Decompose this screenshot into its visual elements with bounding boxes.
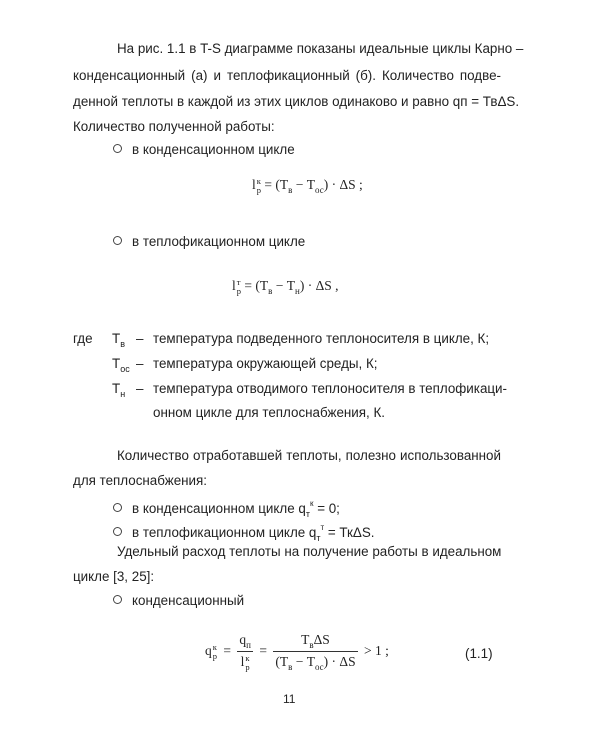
legend-text: температура отводимого теплоносителя в теплофикаци- — [153, 381, 507, 396]
equation-specific-heat-rate: q к р = $q_п$ l к р = $\frac{Т_в\Delta S}{(Т_в - Т_{ос}) \cdot \Delta S}$ > 1 ; — [205, 632, 389, 672]
legend-text: онном цикле для теплоснабжения, К. — [153, 405, 385, 420]
legend-text: температура подведенного теплоносителя в цикле, К; — [153, 331, 490, 346]
legend-dash: – — [136, 381, 144, 396]
bullet-item: конденсационный — [113, 592, 244, 610]
legend-where: где — [73, 331, 93, 346]
formula-heating-work: l т р = $(Т_в - Т_н) \cdot \Delta S$ , — [232, 277, 339, 297]
paragraph-line: Удельный расход теплоты на получение работы в идеальном — [117, 544, 502, 559]
legend-symbol: $Т_{ос}$ — [112, 356, 130, 374]
legend-symbol: $Т_в$ — [112, 331, 125, 349]
page-number: 11 — [283, 692, 296, 706]
legend-dash: – — [136, 331, 144, 346]
paragraph-line: конденсационный (а) и теплофикационный (б). Количество подве- — [73, 68, 501, 83]
legend-text: температура окружающей среды, К; — [153, 356, 378, 371]
circle-bullet-icon — [113, 503, 122, 512]
paragraph-line: денной теплоты в каждой из этих циклов одинаково и равно qп = ТвΔS. — [73, 94, 520, 109]
fraction-temperature-ratio: $\frac{Т_в\Delta S}{(Т_в - Т_{ос}) \cdot \Delta S}$ — [275, 632, 356, 672]
circle-bullet-icon — [113, 595, 122, 604]
paragraph-line: Количество полученной работы: — [73, 119, 275, 134]
bullet-item: в конденсационном цикле $q_т^к = 0$; — [113, 495, 340, 523]
paragraph-line: Количество отработавшей теплоты, полезно использованной — [117, 448, 501, 463]
bullet-item: в теплофикационном цикле — [113, 233, 305, 251]
bullet-item: в конденсационном цикле — [113, 141, 295, 159]
legend-dash: – — [136, 356, 144, 371]
paragraph-line: для теплоснабжения: — [73, 473, 207, 488]
circle-bullet-icon — [113, 527, 122, 536]
formula-condensation-work: l к р = $(Т_в - Т_{ос}) \cdot \Delta S$ ; — [252, 176, 363, 196]
circle-bullet-icon — [113, 144, 122, 153]
bullet-item: в теплофикационном цикле $q_т^т = Тк\Delta S$. — [113, 519, 374, 547]
fraction-q-over-l: $q_п$ l к р — [239, 632, 251, 672]
legend-symbol: $Т_н$ — [112, 381, 126, 399]
equation-number: (1.1) — [465, 646, 493, 661]
paragraph-line: цикле [3, 25]: — [73, 569, 155, 584]
paragraph-line: На рис. 1.1 в T-S диаграмме показаны идеальные циклы Карно – — [117, 41, 524, 56]
circle-bullet-icon — [113, 236, 122, 245]
